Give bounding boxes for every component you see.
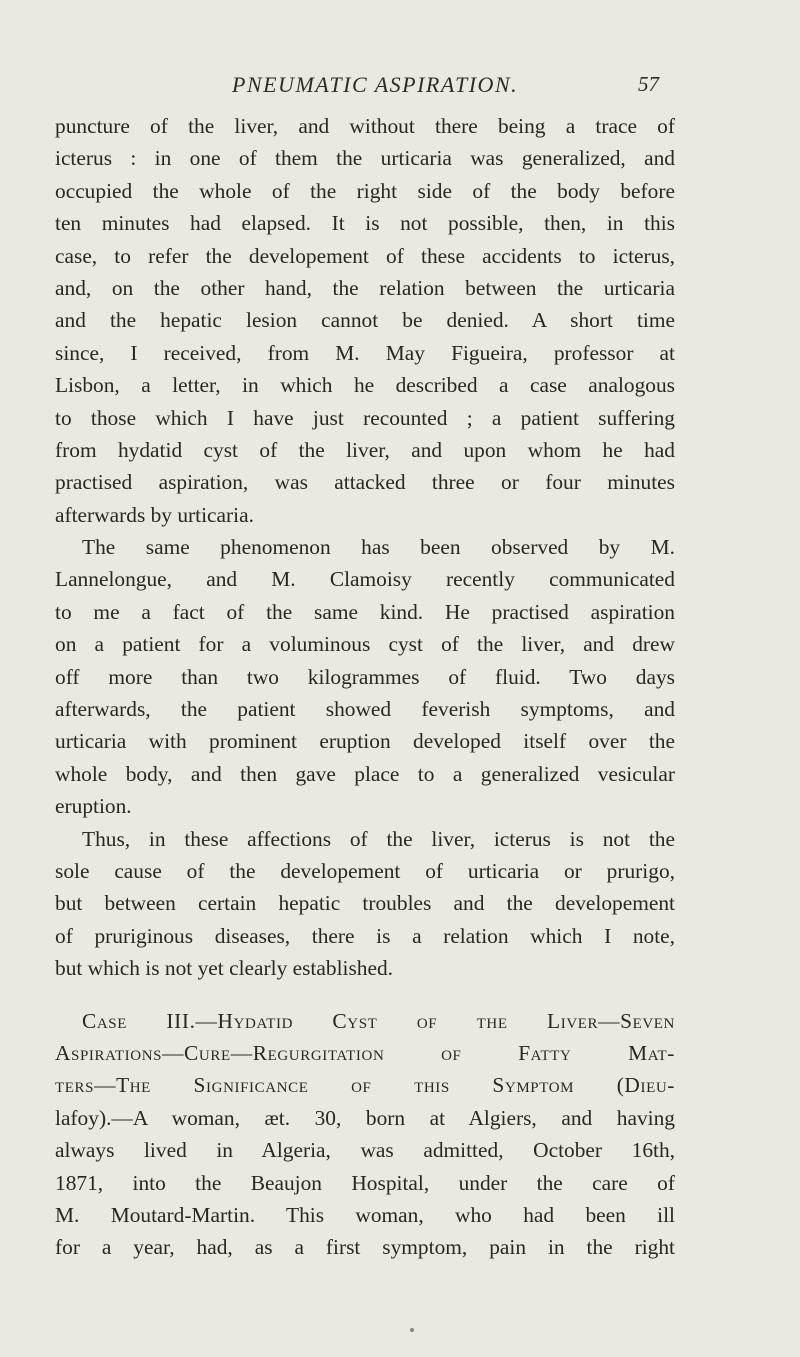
text-line: Thus, in these affections of the liver, icterus is not the [82,826,675,851]
paragraph-1 [55,110,675,531]
text-line: and, on the other hand, the relation between the urticaria [55,275,675,300]
text-line: always lived in Algeria, was admitted, October 16th, [55,1138,675,1163]
section-gap [55,985,675,1005]
text-line: M. Moutard-Martin. This woman, who had been ill [55,1202,675,1227]
text-line: ten minutes had elapsed. It is not possible, then, in this [55,211,675,236]
text-line: eruption. [55,794,132,819]
text-line: for a year, had, as a first symptom, pain in the right [55,1235,675,1260]
paragraph-2 [55,531,675,823]
case-paragraph [55,1102,675,1264]
case-heading-line: Case III.—Hydatid Cyst of the Liver—Seven [82,1008,675,1033]
text-line: lafoy).—A woman, æt. 30, born at Algiers, and having [55,1105,675,1130]
text-line: whole body, and then gave place to a generalized vesicular [55,761,675,786]
text-line: on a patient for a voluminous cyst of the liver, and drew [55,632,675,657]
running-title: PNEUMATIC ASPIRATION. [232,72,519,97]
text-line: since, I received, from M. May Figueira, professor at [55,340,675,365]
text-line: 1871, into the Beaujon Hospital, under the care of [55,1170,675,1195]
body-text [55,110,675,1264]
text-line: of pruriginous diseases, there is a relation which I note, [55,923,675,948]
text-line: off more than two kilogrammes of fluid. Two days [55,664,675,689]
text-line: The same phenomenon has been observed by M. [82,535,675,560]
text-line: but between certain hepatic troubles and the developement [55,891,675,916]
case-heading-line: ters—The Significance of this Symptom (Dieu- [55,1073,675,1098]
text-line: to those which I have just recounted ; a patient suffering [55,405,675,430]
text-line: afterwards by urticaria. [55,502,254,527]
text-line: from hydatid cyst of the liver, and upon whom he had [55,437,675,462]
text-line: urticaria with prominent eruption developed itself over the [55,729,675,754]
case-heading [55,1005,675,1102]
case-heading-line: Aspirations—Cure—Regurgitation of Fatty Mat- [55,1040,675,1065]
page-speck [410,1328,414,1332]
text-line: occupied the whole of the right side of the body before [55,178,675,203]
text-line: practised aspiration, was attacked three or four minutes [55,470,675,495]
text-line: but which is not yet clearly established. [55,956,394,981]
text-line: puncture of the liver, and without there being a trace of [55,114,675,138]
page-number: 57 [638,72,659,96]
text-line: Lannelongue, and M. Clamoisy recently communicated [55,567,675,592]
text-line: Lisbon, a letter, in which he described a case analogous [55,373,675,398]
text-line: and the hepatic lesion cannot be denied. A short time [55,308,675,333]
paragraph-3 [55,823,675,985]
text-line: to me a fact of the same kind. He practised aspiration [55,599,675,624]
text-line: afterwards, the patient showed feverish symptoms, and [55,697,675,722]
text-line: icterus : in one of them the urticaria was generalized, and [55,146,675,171]
running-head [0,72,800,102]
text-line: sole cause of the developement of urticaria or prurigo, [55,858,675,883]
text-line: case, to refer the developement of these accidents to icterus, [55,243,675,268]
